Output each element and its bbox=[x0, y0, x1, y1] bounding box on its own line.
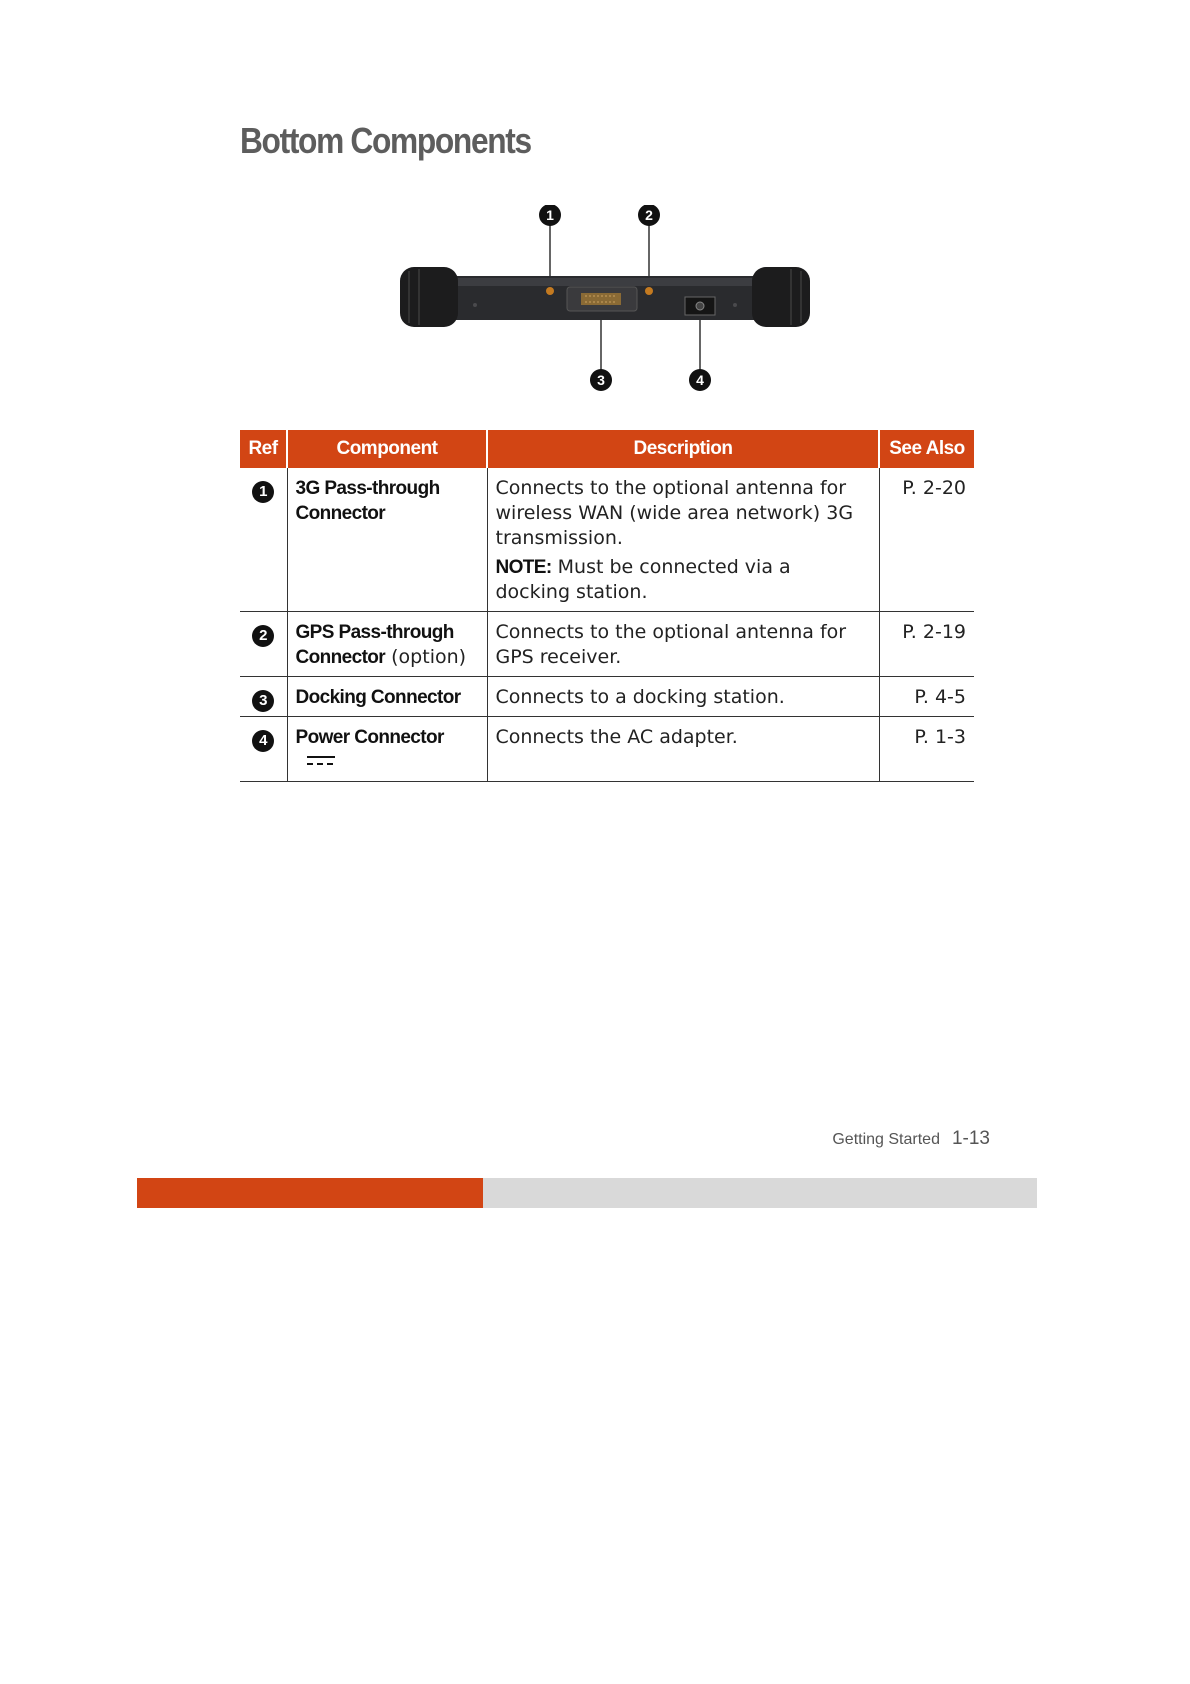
ref-badge: 2 bbox=[252, 625, 274, 647]
footer-section: Getting Started bbox=[832, 1131, 940, 1148]
description-text: Connects to the optional antenna for GPS receiver. bbox=[495, 621, 847, 668]
ref-cell bbox=[240, 717, 287, 782]
components-table bbox=[240, 430, 974, 782]
header-ref: Ref bbox=[240, 430, 287, 468]
svg-text:2: 2 bbox=[645, 207, 653, 223]
ref-cell bbox=[240, 612, 287, 677]
see-also-cell: P. 4-5 bbox=[879, 677, 974, 717]
bottom-view-figure bbox=[395, 205, 815, 395]
description-cell bbox=[487, 612, 879, 677]
footer-page-number: 1-13 bbox=[951, 1128, 990, 1149]
callout-4 bbox=[689, 369, 711, 391]
table-row bbox=[240, 677, 974, 717]
ref-badge: 3 bbox=[252, 690, 274, 712]
page-title: Bottom Components bbox=[240, 120, 531, 161]
dc-power-icon bbox=[306, 750, 336, 775]
svg-text:4: 4 bbox=[696, 372, 704, 388]
component-cell bbox=[287, 468, 487, 612]
callout-1 bbox=[539, 205, 561, 226]
ref-badge: 1 bbox=[252, 481, 274, 503]
footer-bar-accent bbox=[137, 1178, 483, 1208]
callout-2 bbox=[638, 205, 660, 226]
see-also-cell: P. 1-3 bbox=[879, 717, 974, 782]
table-row bbox=[240, 468, 974, 612]
ref-cell bbox=[240, 677, 287, 717]
description-text: Connects to a docking station. bbox=[495, 686, 785, 708]
component-note: (option) bbox=[385, 646, 467, 668]
see-also-cell: P. 2-20 bbox=[879, 468, 974, 612]
ref-cell bbox=[240, 468, 287, 612]
header-see-also: See Also bbox=[879, 430, 974, 468]
note-text: Must be connected via a docking station. bbox=[495, 556, 791, 603]
description-cell bbox=[487, 468, 879, 612]
table-row bbox=[240, 612, 974, 677]
component-name: 3G Pass-through Connector bbox=[295, 478, 440, 524]
header-description: Description bbox=[487, 430, 879, 468]
component-cell bbox=[287, 612, 487, 677]
table-header-row bbox=[240, 430, 974, 468]
description-cell bbox=[487, 677, 879, 717]
description-text: Connects to the optional antenna for wireless WAN (wide area network) 3G transmission. bbox=[495, 477, 854, 549]
component-name: Power Connector bbox=[295, 727, 444, 748]
svg-text:3: 3 bbox=[597, 372, 605, 388]
note-label: NOTE: bbox=[495, 557, 552, 578]
component-name: Docking Connector bbox=[295, 687, 461, 708]
component-name: GPS Pass-through Connector bbox=[295, 622, 454, 668]
component-cell bbox=[287, 717, 487, 782]
footer-bar bbox=[137, 1178, 1037, 1208]
page-footer bbox=[832, 1128, 990, 1150]
svg-text:1: 1 bbox=[546, 207, 554, 223]
note bbox=[496, 555, 871, 605]
callout-3 bbox=[590, 369, 612, 391]
component-cell bbox=[287, 677, 487, 717]
description-cell bbox=[487, 717, 879, 782]
table-row bbox=[240, 717, 974, 782]
header-component: Component bbox=[287, 430, 487, 468]
device-bottom-illustration bbox=[395, 205, 815, 395]
footer-bar-gray bbox=[483, 1178, 1037, 1208]
description-text: Connects the AC adapter. bbox=[495, 726, 738, 748]
see-also-cell: P. 2-19 bbox=[879, 612, 974, 677]
ref-badge: 4 bbox=[252, 730, 274, 752]
